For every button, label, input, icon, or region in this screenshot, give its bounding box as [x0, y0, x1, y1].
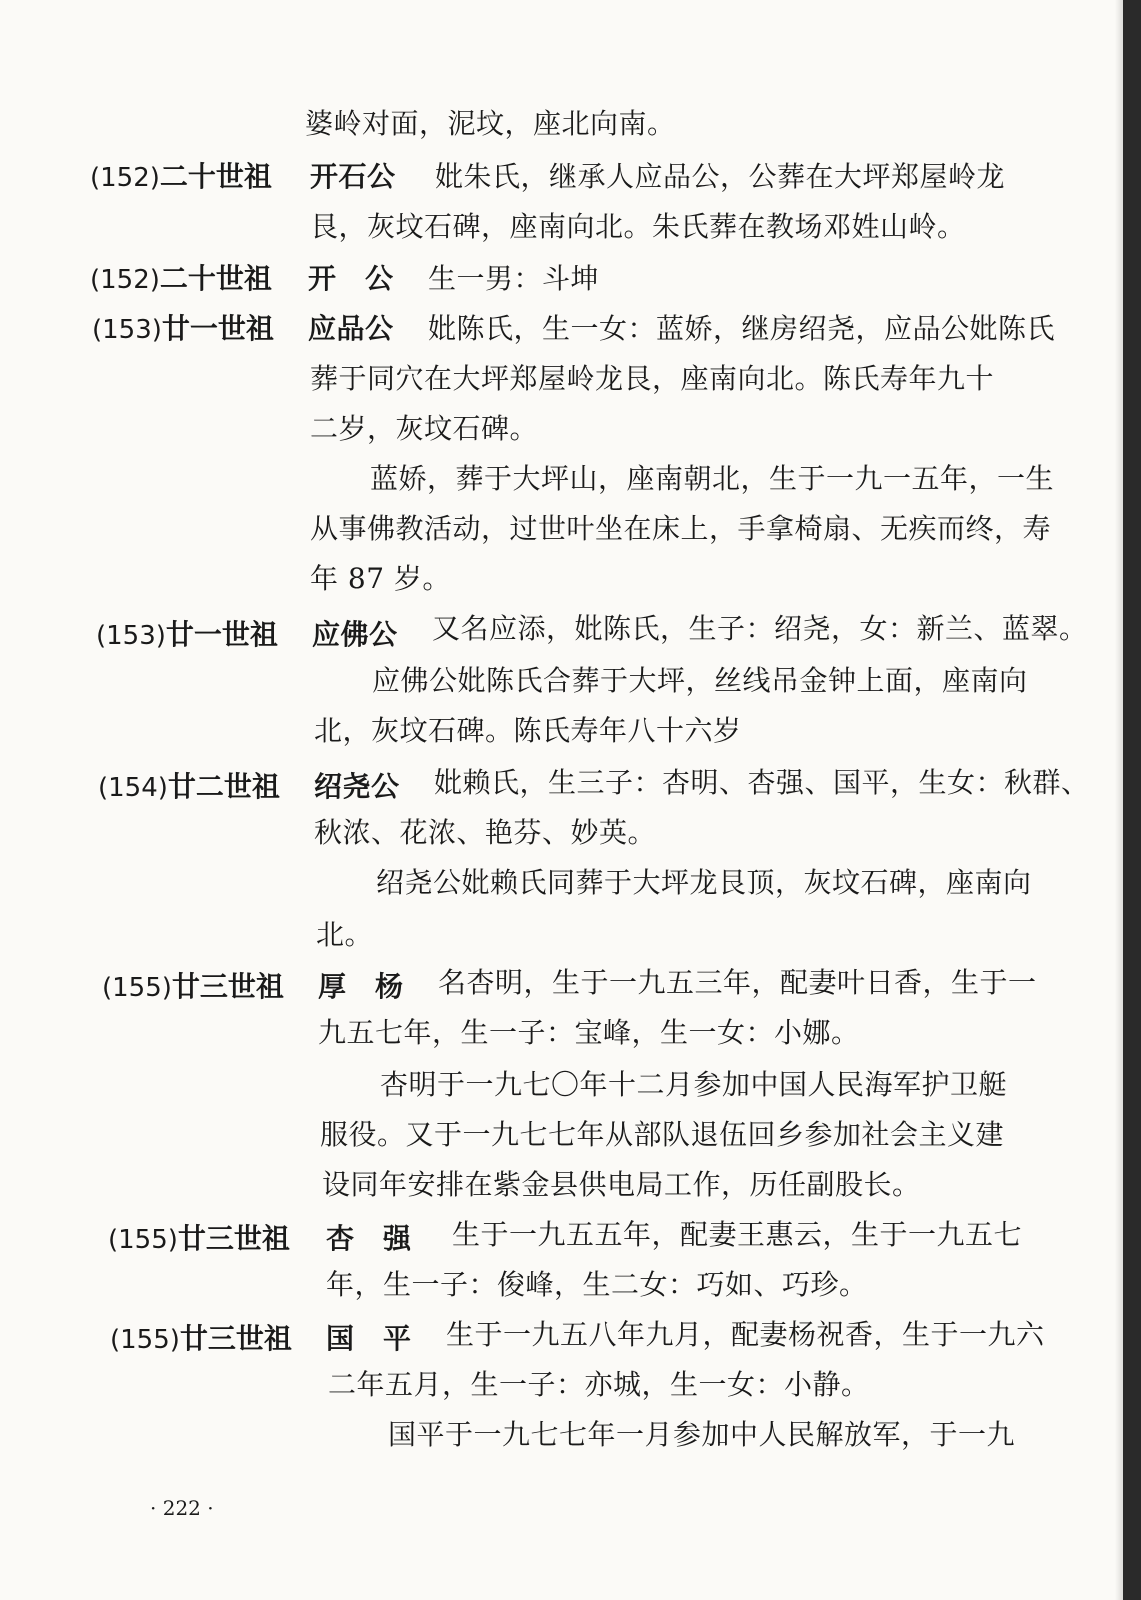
text-line: 服役。又于一九七七年从部队退伍回乡参加社会主义建 — [320, 1118, 1005, 1151]
ancestor-name: 绍尧公 — [314, 770, 400, 803]
ancestor-name: 开 公 — [308, 262, 394, 295]
entry-text: 生于一九五五年，配妻王惠云，生于一九五七 — [452, 1218, 1023, 1251]
text-line: 北，灰坟石碑。陈氏寿年八十六岁 — [314, 714, 742, 747]
entry-generation — [92, 312, 274, 347]
entry-number: (152) — [90, 163, 160, 193]
entry-number: (153) — [96, 621, 166, 651]
generation-label: 廿一世祖 — [161, 312, 274, 345]
text-line: 从事佛教活动，过世叶坐在床上，手拿椅扇、无疾而终，寿 — [310, 512, 1052, 545]
entry-generation — [110, 1322, 292, 1357]
text-line: 九五七年，生一子：宝峰，生一女：小娜。 — [318, 1016, 860, 1049]
text-line: 应佛公妣陈氏合葬于大坪，丝线吊金钟上面，座南向 — [372, 664, 1028, 697]
text-line: 婆岭对面，泥坟，座北向南。 — [305, 107, 676, 140]
text-line: 年，生一子：俊峰，生二女：巧如、巧珍。 — [326, 1268, 868, 1301]
entry-text: 又名应添，妣陈氏，生子：绍尧，女：新兰、蓝翠。 — [432, 612, 1088, 645]
text-line: 绍尧公妣赖氏同葬于大坪龙艮顶，灰坟石碑，座南向 — [376, 866, 1032, 899]
ancestor-name: 杏 强 — [326, 1222, 412, 1255]
text-line: 二岁，灰坟石碑。 — [310, 412, 539, 445]
entry-text: 妣朱氏，继承人应品公，公葬在大坪郑屋岭龙 — [435, 160, 1006, 193]
text-line: 设同年安排在紫金县供电局工作，历任副股长。 — [322, 1168, 921, 1201]
text-line: 国平于一九七七年一月参加中人民解放军，于一九 — [388, 1418, 1016, 1451]
entry-number: (153) — [92, 315, 162, 345]
ancestor-name: 应佛公 — [312, 618, 398, 651]
generation-label: 二十世祖 — [159, 160, 272, 193]
text-line: 葬于同穴在大坪郑屋岭龙艮，座南向北。陈氏寿年九十 — [310, 362, 995, 395]
entry-text: 妣赖氏，生三子：杏明、杏强、国平，生女：秋群、 — [434, 766, 1090, 799]
text-line: 秋浓、花浓、艳芬、妙英。 — [314, 816, 657, 849]
entry-number: (155) — [108, 1225, 178, 1255]
entry-generation — [90, 262, 272, 297]
ancestor-name: 应品公 — [308, 312, 394, 345]
entry-generation — [108, 1222, 290, 1257]
entry-generation — [102, 970, 284, 1005]
entry-text: 生于一九五八年九月，配妻杨祝香，生于一九六 — [446, 1318, 1045, 1351]
scan-edge — [1123, 0, 1141, 1600]
entry-generation — [98, 770, 280, 805]
generation-label: 廿二世祖 — [167, 770, 280, 803]
entry-generation — [90, 160, 272, 195]
entry-number: (154) — [98, 773, 168, 803]
entry-text: 生一男：斗坤 — [428, 262, 600, 295]
ancestor-name: 开石公 — [310, 160, 396, 193]
generation-label: 廿三世祖 — [171, 970, 284, 1003]
generation-label: 廿一世祖 — [165, 618, 278, 651]
generation-label: 二十世祖 — [159, 262, 272, 295]
entry-number: (155) — [102, 973, 172, 1003]
text-line: 艮，灰坟石碑，座南向北。朱氏葬在教场邓姓山岭。 — [310, 210, 966, 243]
text-line: 杏明于一九七〇年十二月参加中国人民海军护卫艇 — [380, 1068, 1008, 1101]
entry-number: (152) — [90, 265, 160, 295]
generation-label: 廿三世祖 — [177, 1222, 290, 1255]
entry-text: 妣陈氏，生一女：蓝娇，继房绍尧，应品公妣陈氏 — [428, 312, 1056, 345]
entry-text: 名杏明，生于一九五三年，配妻叶日香，生于一 — [438, 966, 1037, 999]
text-line: 年 87 岁。 — [310, 562, 451, 595]
text-line: 二年五月，生一子：亦城，生一女：小静。 — [328, 1368, 870, 1401]
scan-edge-shadow — [1115, 0, 1123, 1600]
entry-generation — [96, 618, 278, 653]
page-number: · 222 · — [150, 1496, 214, 1520]
text-line: 蓝娇，葬于大坪山，座南朝北，生于一九一五年，一生 — [370, 462, 1055, 495]
entry-number: (155) — [110, 1325, 180, 1355]
ancestor-name: 国 平 — [326, 1322, 412, 1355]
generation-label: 廿三世祖 — [179, 1322, 292, 1355]
ancestor-name: 厚 杨 — [318, 970, 404, 1003]
text-line: 北。 — [316, 918, 374, 951]
